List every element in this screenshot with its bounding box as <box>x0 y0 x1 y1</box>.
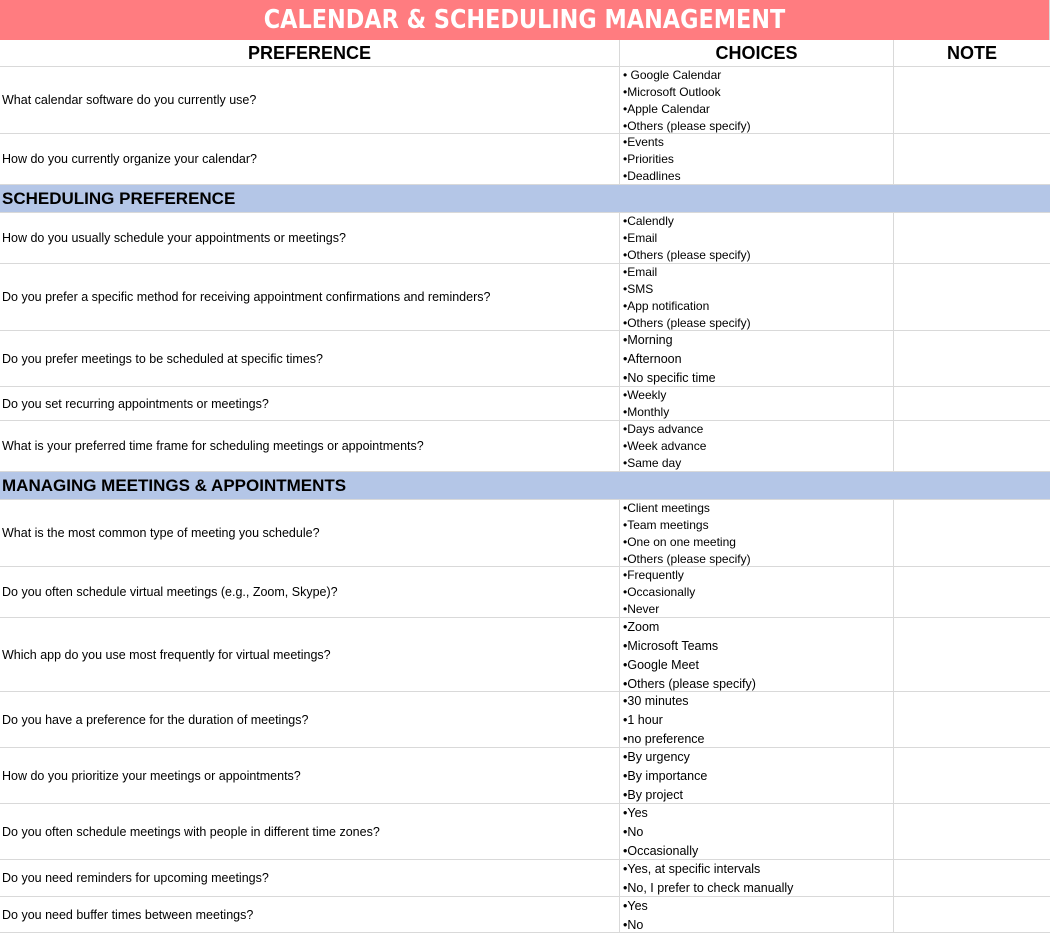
table-row <box>0 134 1050 185</box>
choices-cell[interactable] <box>620 500 894 566</box>
note-cell[interactable] <box>894 134 1050 184</box>
choices-cell[interactable] <box>620 748 894 803</box>
choice-option: •Team meetings <box>623 518 709 532</box>
choices-cell[interactable] <box>620 387 894 420</box>
choice-option: •Occasionally <box>623 844 699 858</box>
table-row <box>0 804 1050 860</box>
choice-option: •Priorities <box>623 152 674 166</box>
choice-option: •Week advance <box>623 439 707 453</box>
choice-option: •Yes <box>623 899 648 913</box>
question-cell[interactable]: What is the most common type of meeting you schedule? <box>0 500 620 566</box>
choice-option: •SMS <box>623 282 654 296</box>
table-row <box>0 213 1050 264</box>
choice-option: •Others (please specify) <box>623 248 751 262</box>
question-cell[interactable]: Do you prefer a specific method for receiving appointment confirmations and reminders? <box>0 264 620 330</box>
header-row <box>0 40 1050 67</box>
note-cell[interactable] <box>894 264 1050 330</box>
question-cell[interactable]: How do you currently organize your calendar? <box>0 134 620 184</box>
choice-option: •Same day <box>623 456 682 470</box>
table-row <box>0 67 1050 134</box>
choices-cell[interactable] <box>620 860 894 896</box>
table-row <box>0 692 1050 748</box>
choice-option: •App notification <box>623 299 710 313</box>
choice-option: •Weekly <box>623 388 667 402</box>
choice-option: •By urgency <box>623 750 690 764</box>
choice-option: • Google Calendar <box>623 68 722 82</box>
rows-scheduling <box>0 213 1050 472</box>
choice-option: •1 hour <box>623 713 663 727</box>
page-title: CALENDAR & SCHEDULING MANAGEMENT <box>73 0 975 40</box>
table-row <box>0 331 1050 387</box>
choice-option: •Google Meet <box>623 658 699 672</box>
choices-cell[interactable] <box>620 618 894 691</box>
choice-option: •Morning <box>623 333 673 347</box>
table-row <box>0 387 1050 421</box>
choice-option: •Frequently <box>623 568 684 582</box>
choice-option: •One on one meeting <box>623 535 736 549</box>
question-cell[interactable]: Do you need reminders for upcoming meetings? <box>0 860 620 896</box>
header-preference: PREFERENCE <box>0 40 620 66</box>
choices-cell[interactable] <box>620 421 894 471</box>
choice-option: •Calendly <box>623 214 674 228</box>
question-cell[interactable]: Do you often schedule meetings with people in different time zones? <box>0 804 620 859</box>
table-row <box>0 618 1050 692</box>
choice-option: •Others (please specify) <box>623 552 751 566</box>
choice-option: •No <box>623 918 644 932</box>
note-cell[interactable] <box>894 897 1050 932</box>
question-cell[interactable]: Do you have a preference for the duration of meetings? <box>0 692 620 747</box>
table-row <box>0 567 1050 618</box>
note-cell[interactable] <box>894 804 1050 859</box>
choice-option: •30 minutes <box>623 694 689 708</box>
choice-option: •No, I prefer to check manually <box>623 881 794 895</box>
note-cell[interactable] <box>894 421 1050 471</box>
choice-option: •no preference <box>623 732 705 746</box>
choices-cell[interactable] <box>620 264 894 330</box>
choice-option: •Microsoft Teams <box>623 639 719 653</box>
choices-cell[interactable] <box>620 897 894 932</box>
choice-option: •Monthly <box>623 405 670 419</box>
question-cell[interactable]: Do you prefer meetings to be scheduled at specific times? <box>0 331 620 386</box>
note-cell[interactable] <box>894 67 1050 133</box>
choices-cell[interactable] <box>620 331 894 386</box>
question-cell[interactable]: What is your preferred time frame for scheduling meetings or appointments? <box>0 421 620 471</box>
choice-option: •Afternoon <box>623 352 682 366</box>
choice-option: •Yes <box>623 806 648 820</box>
choice-option: •Zoom <box>623 620 660 634</box>
choice-option: •Email <box>623 231 658 245</box>
table-row <box>0 897 1050 933</box>
header-choices: CHOICES <box>620 40 894 66</box>
note-cell[interactable] <box>894 748 1050 803</box>
note-cell[interactable] <box>894 618 1050 691</box>
choice-option: •Others (please specify) <box>623 316 751 330</box>
section-managing-meetings: MANAGING MEETINGS & APPOINTMENTS <box>0 472 1050 500</box>
choice-option: •Events <box>623 135 664 149</box>
note-cell[interactable] <box>894 331 1050 386</box>
question-cell[interactable]: Do you often schedule virtual meetings (e.g., Zoom, Skype)? <box>0 567 620 617</box>
question-cell[interactable]: How do you usually schedule your appointments or meetings? <box>0 213 620 263</box>
choice-option: •Deadlines <box>623 169 681 183</box>
question-cell[interactable]: Do you set recurring appointments or meetings? <box>0 387 620 420</box>
choices-cell[interactable] <box>620 567 894 617</box>
table-row <box>0 264 1050 331</box>
choices-cell[interactable] <box>620 134 894 184</box>
table-row <box>0 748 1050 804</box>
choice-option: •Email <box>623 265 658 279</box>
choice-option: •No specific time <box>623 371 716 385</box>
note-cell[interactable] <box>894 567 1050 617</box>
header-note: NOTE <box>946 42 997 63</box>
note-cell[interactable] <box>894 500 1050 566</box>
table-row <box>0 500 1050 567</box>
rows-general <box>0 67 1050 185</box>
choice-option: •Occasionally <box>623 585 696 599</box>
note-cell[interactable] <box>894 692 1050 747</box>
question-cell[interactable]: How do you prioritize your meetings or appointments? <box>0 748 620 803</box>
question-cell[interactable]: Do you need buffer times between meetings? <box>0 897 620 932</box>
choice-option: •By project <box>623 788 683 802</box>
choice-option: •Others (please specify) <box>623 677 756 691</box>
question-cell[interactable]: Which app do you use most frequently for virtual meetings? <box>0 618 620 691</box>
question-cell[interactable]: What calendar software do you currently use? <box>0 67 620 133</box>
choices-cell[interactable] <box>620 67 894 133</box>
note-cell[interactable] <box>894 213 1050 263</box>
choice-option: •Others (please specify) <box>623 119 751 133</box>
note-cell[interactable] <box>894 387 1050 420</box>
choice-option: •By importance <box>623 769 708 783</box>
choice-option: •Never <box>623 602 660 616</box>
choice-option: •No <box>623 825 644 839</box>
note-cell[interactable] <box>894 860 1050 896</box>
choice-option: •Days advance <box>623 422 704 436</box>
choice-option: •Apple Calendar <box>623 102 710 116</box>
choices-cell[interactable] <box>620 692 894 747</box>
choices-cell[interactable] <box>620 213 894 263</box>
choice-option: •Client meetings <box>623 501 710 515</box>
choices-cell[interactable] <box>620 804 894 859</box>
rows-managing <box>0 500 1050 933</box>
section-scheduling-preference: SCHEDULING PREFERENCE <box>0 185 1050 213</box>
choice-option: •Yes, at specific intervals <box>623 862 761 876</box>
title-banner <box>0 0 1050 40</box>
table-row <box>0 860 1050 897</box>
choice-option: •Microsoft Outlook <box>623 85 721 99</box>
table-row <box>0 421 1050 472</box>
